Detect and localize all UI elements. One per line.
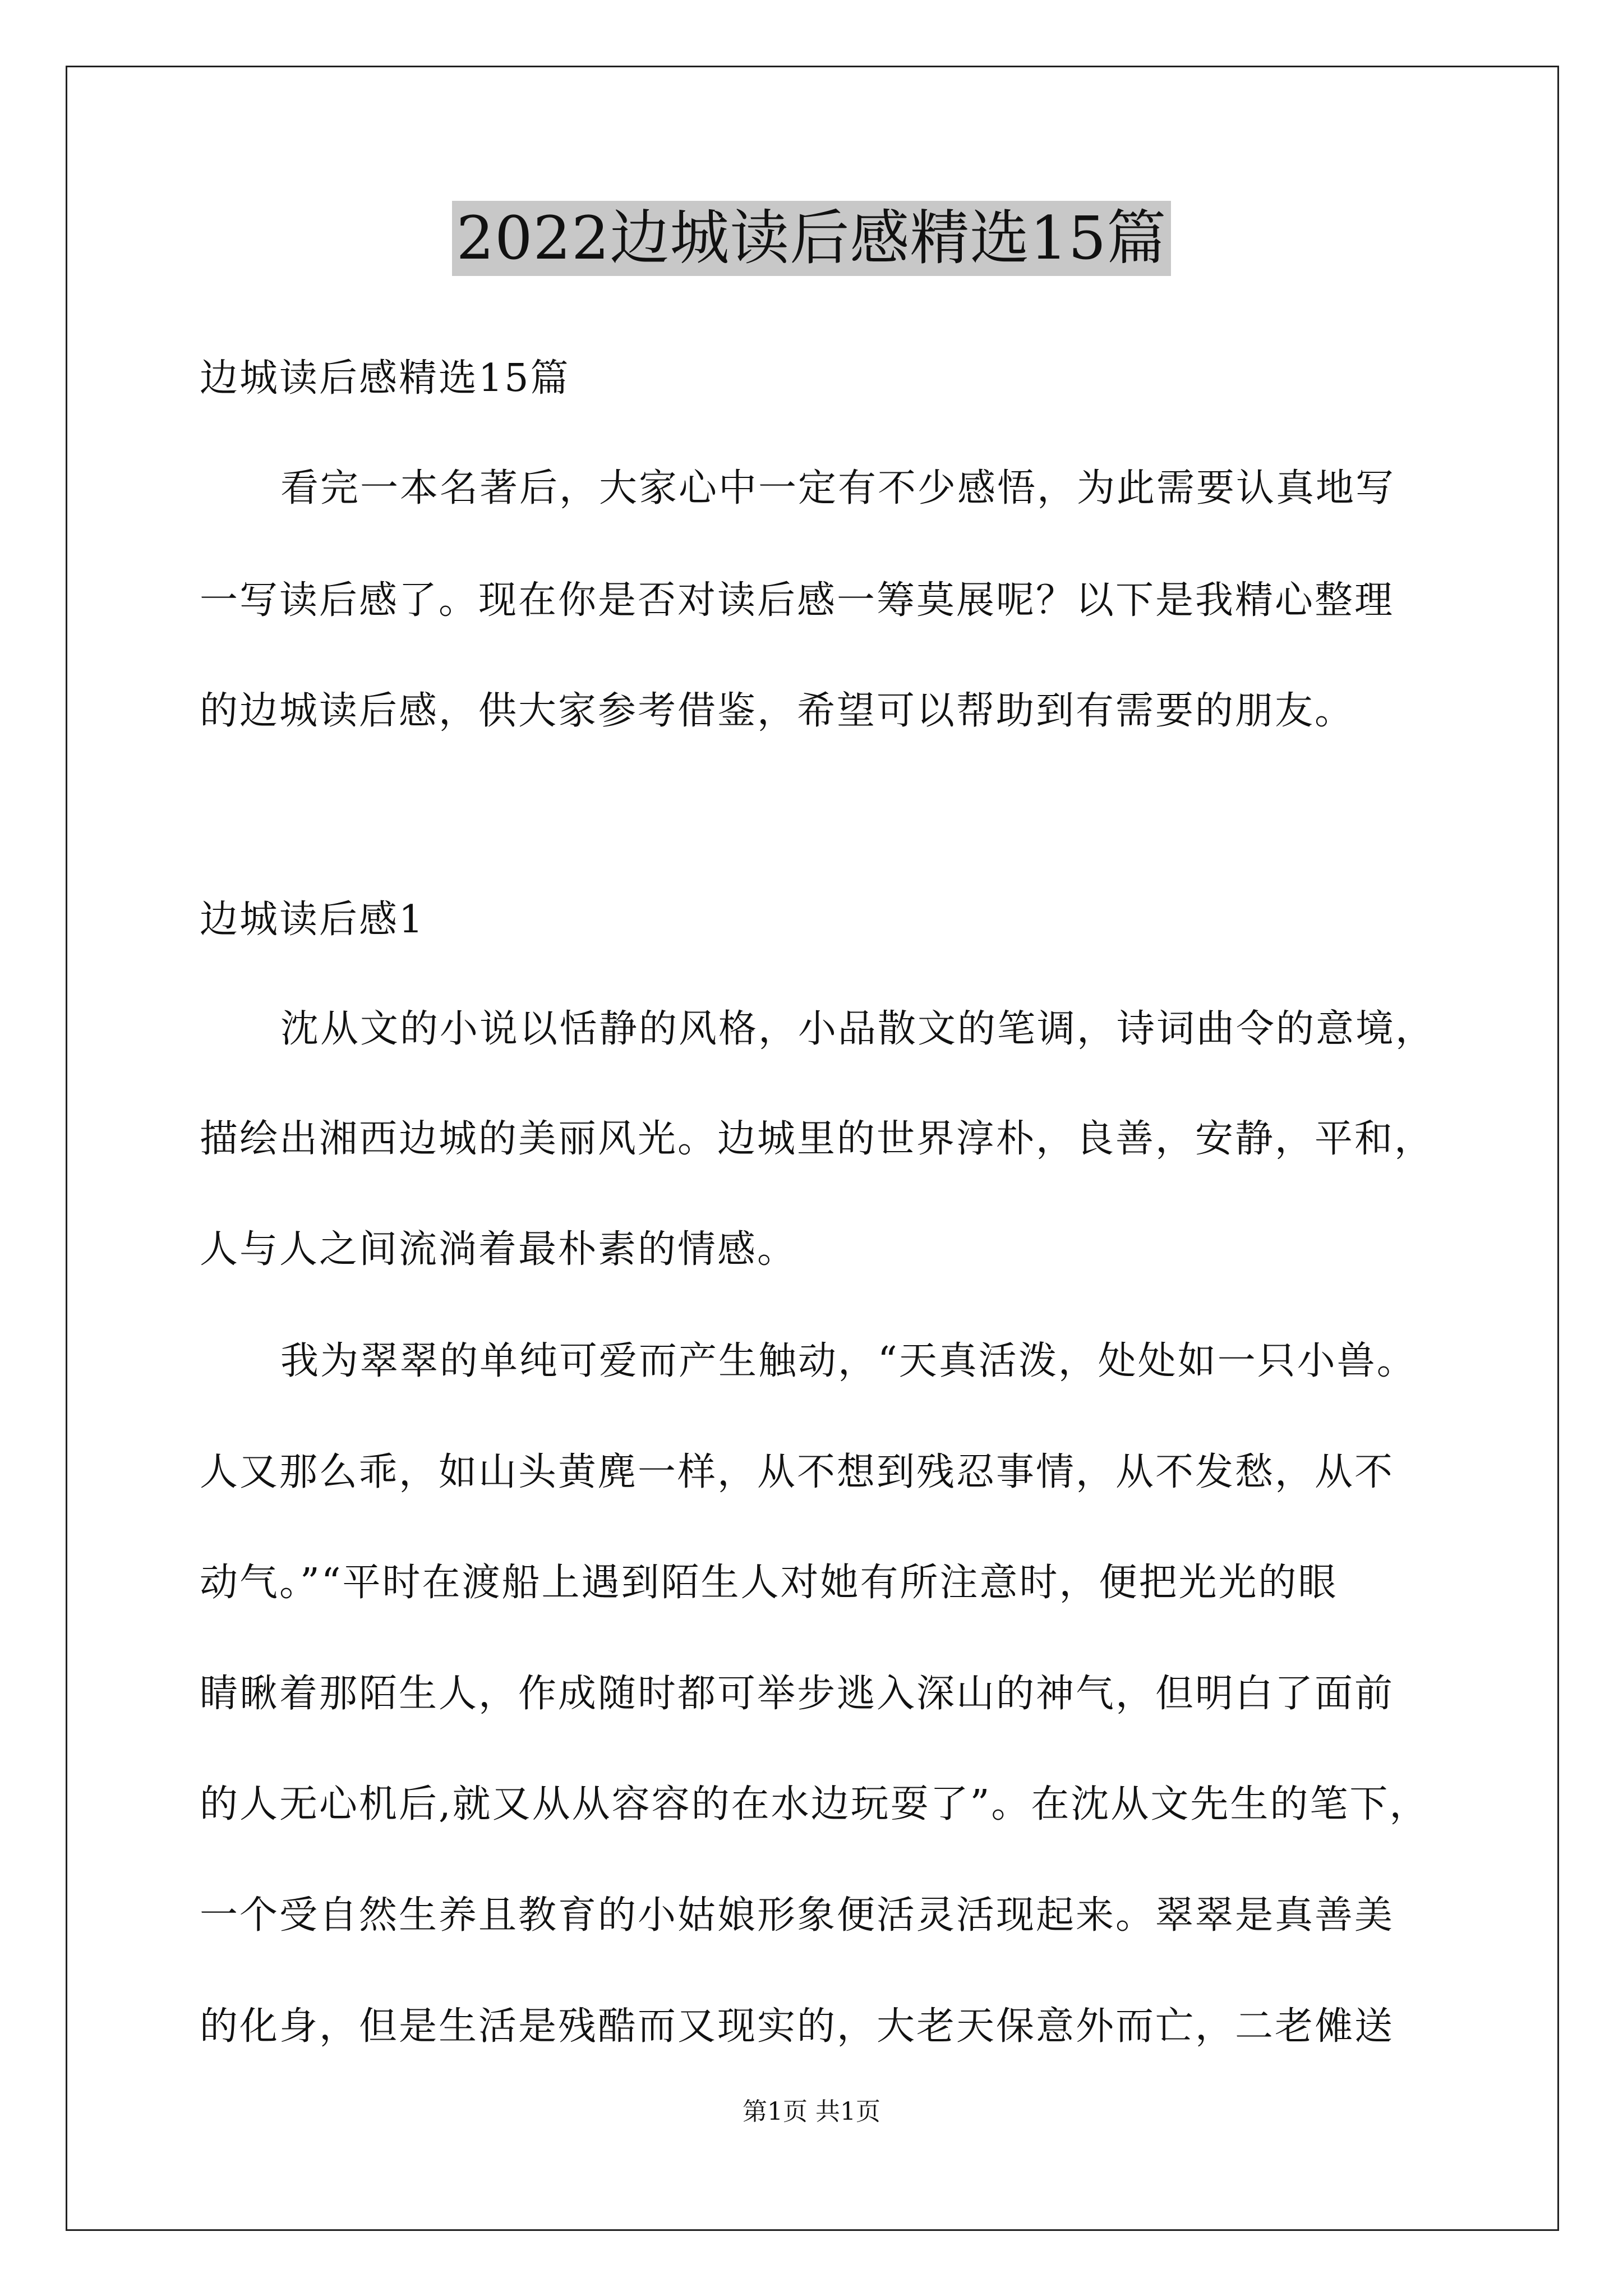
paragraph1-line-2: 描绘出湘西边城的美丽风光。边城里的世界淳朴，良善，安静，平和， — [200, 1117, 1435, 1161]
intro-line-3: 的边城读后感，供大家参考借鉴，希望可以帮助到有需要的朋友。 — [200, 689, 1355, 733]
document-title: 2022边城读后感精选15篇 — [452, 201, 1172, 276]
paragraph2-line-5: 的人无心机后,就又从从容容的在水边玩耍了”。在沈从文先生的笔下， — [200, 1782, 1430, 1826]
paragraph2-line-2: 人又那么乖，如山头黄麂一样，从不想到残忍事情，从不发愁，从不 — [200, 1450, 1395, 1494]
page-footer: 第1页 共1页 — [743, 2097, 880, 2126]
intro-line-2: 一写读后感了。现在你是否对读后感一筹莫展呢？以下是我精心整理 — [200, 578, 1395, 623]
paragraph2-line-3: 动气。”“平时在渡船上遇到陌生人对她有所注意时，便把光光的眼 — [200, 1561, 1338, 1605]
paragraph2-line-7: 的化身，但是生活是残酷而又现实的，大老天保意外而亡，二老傩送 — [200, 2004, 1395, 2049]
intro-line-1: 看完一本名著后，大家心中一定有不少感悟，为此需要认真地写 — [280, 466, 1396, 510]
paragraph2-line-6: 一个受自然生养且教育的小姑娘形象便活灵活现起来。翠翠是真善美 — [200, 1893, 1395, 1938]
paragraph1-line-1: 沈从文的小说以恬静的风格，小品散文的笔调，诗词曲令的意境， — [280, 1007, 1436, 1051]
paragraph2-line-4: 睛瞅着那陌生人，作成随时都可举步逃入深山的神气，但明白了面前 — [200, 1672, 1395, 1716]
paragraph1-line-3: 人与人之间流淌着最朴素的情感。 — [200, 1227, 797, 1272]
paragraph2-line-1: 我为翠翠的单纯可爱而产生触动，“天真活泼，处处如一只小兽。 — [280, 1339, 1417, 1383]
title-container — [0, 201, 1623, 276]
section-heading: 边城读后感1 — [200, 898, 425, 942]
subtitle: 边城读后感精选15篇 — [200, 356, 570, 401]
